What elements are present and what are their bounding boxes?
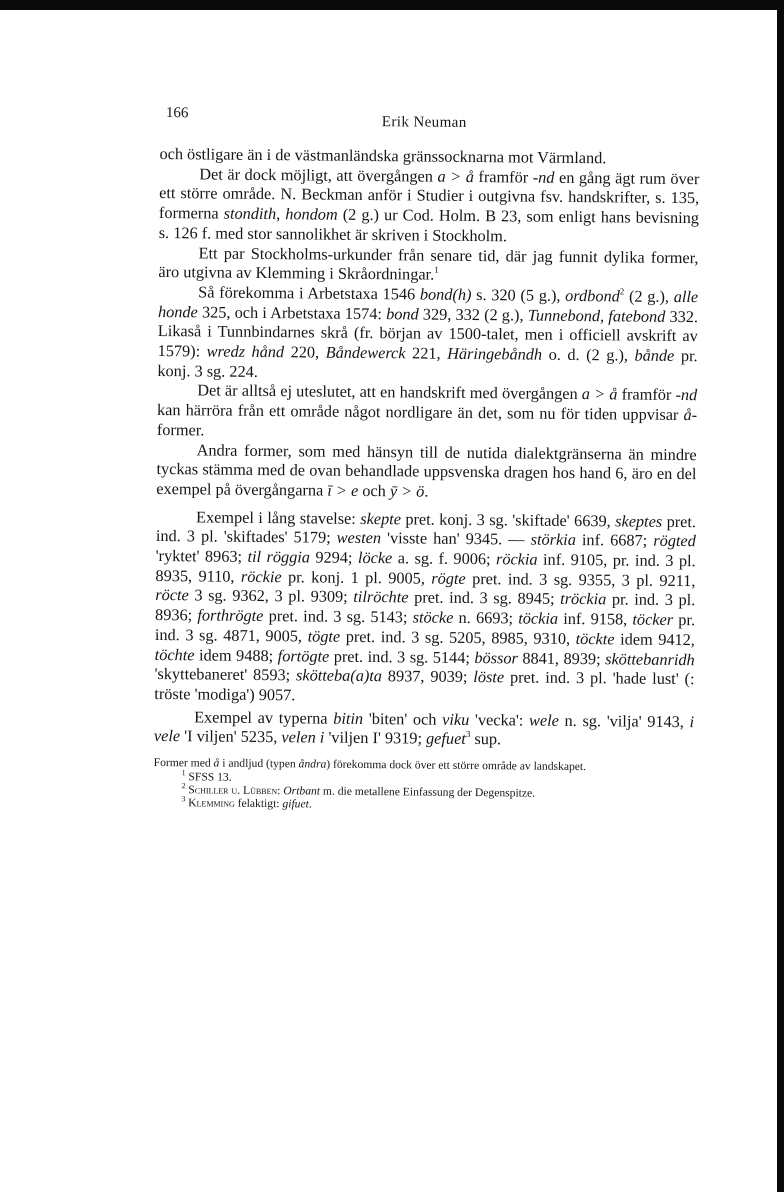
scan-frame-right [777, 0, 784, 1192]
smallcaps-run: Schiller u. Lübben [188, 783, 278, 798]
footnote-marker: 3 [465, 729, 471, 740]
text-run: o. d. (2 g.), [542, 344, 635, 365]
italic-run: ordbond [565, 285, 620, 306]
text-run: och [358, 480, 390, 501]
text-run: 'vecka': [469, 709, 530, 730]
italic-run: wele [528, 710, 559, 730]
text-run: 'skyttebaneret' 8593; [154, 664, 297, 685]
text-run: -former. [156, 405, 698, 440]
text-run: (2 g.), [624, 286, 674, 306]
text-run: . [308, 797, 312, 811]
text-run: n. 6693; [453, 608, 519, 628]
text-run: 329, 332 (2 g.), [418, 304, 528, 325]
italic-run: bössor [474, 647, 518, 668]
text-run: Former med [153, 756, 214, 770]
text-run: 220, [284, 342, 326, 362]
text-run: inf. 6687; [575, 530, 654, 551]
text-run: pret. ind. 3 pl. 'skiftades' 5179; [155, 511, 697, 548]
text-run: 'viljen I' 9319; [324, 727, 427, 748]
paragraph [157, 282, 698, 386]
italic-run: ī > e [327, 480, 359, 500]
text-run: (2 g.) ur Cod. Holm. B 23, som enligt hans bevisning s. 126 f. med stor sannolikhet är skriven i Stockholm. [158, 204, 700, 246]
text-run: 332. Likaså i Tunnbindarnes skrå (fr. början av 1500-talet, men i officiell avskrift av 1579): [157, 306, 699, 361]
italic-run: röckie [240, 566, 282, 586]
footnote-marker: 3 [181, 794, 186, 804]
scan-frame-top [0, 0, 784, 10]
italic-run: tögte [307, 626, 341, 646]
text-run: pret. ind. 3 sg. 8945; [408, 587, 561, 609]
text-run: pret. konj. 3 sg. 'skiftade' 6639, [400, 508, 616, 531]
text-run: Ett par Stockholms-urkunder från senare tid, där jag funnit dylika former, äro utgivna av Klemming i Skråordningar. [158, 242, 699, 284]
footnote-marker: 1 [181, 767, 186, 777]
text-run: Så förekomma i Arbetstaxa 1546 [198, 282, 421, 304]
italic-run: til röggia [247, 546, 311, 567]
text-run: Det är dock möjligt, att övergången [199, 164, 438, 186]
italic-run: bånde [634, 345, 675, 365]
text-run: inf. 9105, pr. ind. 3 pl. 8935, 9110, [155, 549, 696, 586]
smallcaps-run: Klemming [188, 796, 235, 811]
italic-run: tilröchte [353, 587, 409, 607]
text-run: felaktigt: [234, 797, 283, 811]
italic-run: wredz hånd [206, 341, 285, 362]
italic-run: töckia [518, 608, 559, 629]
text-run: 221, [405, 343, 448, 363]
paragraph [157, 380, 698, 444]
italic-run: i vele [153, 711, 695, 746]
italic-run: skepte [360, 508, 402, 528]
italic-run: Ortbant [283, 784, 321, 798]
text-run: pret. ind. 3 sg. 5143; [263, 606, 413, 627]
page-number: 166 [165, 105, 189, 122]
italic-run: forthrögte [197, 605, 264, 626]
text-run: pr. ind. 3 pl. 8936; [155, 589, 696, 625]
page-header [160, 105, 700, 132]
text-run: kan härröra från ett område något nordligare än det, som nu för tiden uppvisar [156, 400, 684, 425]
running-head: Erik Neuman [381, 114, 467, 131]
italic-run: westen [336, 528, 382, 548]
text-run: pr. konj. 3 sg. 224. [157, 345, 698, 381]
italic-run: a > å [581, 384, 618, 404]
italic-run: viku [442, 709, 470, 729]
text-run: 8841, 8939; [517, 648, 606, 668]
text-run: inf. 9158, [557, 609, 633, 629]
text-run: en gång ägt rum över ett större område. N. Beckman anför i Studier i outgivna fsv. handskrifter, s. 135, formerna [158, 167, 700, 223]
italic-run: töckte [575, 628, 615, 649]
book-page [153, 105, 700, 815]
italic-run: tröckia [560, 589, 607, 609]
italic-run: Tunnebond, fatebond [527, 305, 666, 326]
text-run: : [277, 784, 284, 798]
italic-run: Båndewerck [325, 342, 406, 363]
italic-run: å [213, 756, 220, 770]
text-run: 3 sg. 9362, 3 pl. 9309; [188, 585, 354, 607]
text-run: 'ryktet' 8963; [155, 546, 248, 566]
text-run: framför [473, 166, 533, 187]
italic-run: rögte [431, 568, 466, 588]
text-run: pret. ind. 3 pl. 'hade lust' (: tröste 'modiga') 9057. [154, 667, 695, 705]
text-run: och östligare än i de västmanländska gränssocknarna mot Värmland. [159, 143, 607, 168]
paragraph [156, 440, 697, 504]
italic-run: sköttebanridh [605, 648, 695, 669]
italic-run: töchte [154, 644, 195, 664]
italic-run: Häringebåndh [447, 343, 543, 364]
text-run: 'visste han' 9345. — [380, 528, 531, 549]
text-run: . [424, 481, 429, 501]
text-run: sup. [470, 729, 502, 749]
italic-run: bond(h) [419, 284, 472, 304]
italic-run: åndra [298, 757, 327, 771]
italic-run: röcte [155, 585, 189, 605]
italic-run: -nd [675, 385, 698, 405]
italic-run: bitin [333, 708, 364, 728]
text-run: framför [617, 384, 676, 405]
paragraph [154, 707, 694, 752]
italic-run: löcke [357, 547, 393, 568]
text-run: idem 9412, [614, 629, 696, 650]
text-run: Exempel av typerna [194, 707, 334, 728]
text-run: pret. ind. 3 sg. 5144; [329, 646, 475, 667]
italic-run: skeptes [615, 511, 663, 531]
text-run: pr. ind. 3 sg. 4871, 9005, [154, 610, 696, 646]
footnotes [153, 756, 693, 815]
italic-run: rögted [653, 531, 696, 551]
italic-run: bond [386, 303, 419, 324]
paragraph [158, 243, 698, 288]
italic-run: a > å [437, 166, 475, 186]
italic-run: å [683, 405, 692, 425]
footnote-marker: 2 [619, 286, 625, 297]
italic-run: stöcke [412, 607, 454, 628]
text-run: 'biten' och [363, 708, 443, 729]
text-run: Det är alltså ej uteslutet, att en handskrift med övergången [197, 380, 582, 404]
italic-run: -nd [532, 167, 555, 187]
text-run: 9294; [309, 547, 359, 567]
text-run: Andra former, som med hänsyn till de nutida dialektgränserna än mindre tyckas stämma med de ovan behandlade uppsvenska dragen hos hand 6, äro en del exempel på övergångarna [156, 439, 697, 500]
footnote-marker: 1 [434, 264, 439, 275]
text-run: 325, och i Arbetstaxa 1574: [197, 301, 387, 323]
italic-run: skötteba(a)ta [295, 665, 383, 686]
italic-run: löste [473, 667, 505, 687]
paragraph [154, 507, 696, 709]
footnote-marker: 2 [181, 781, 186, 791]
text-run: pret. ind. 3 sg. 9355, 3 pl. 9211, [465, 568, 696, 590]
text-run: i andljud (typen [219, 756, 299, 771]
italic-run: gifuet [282, 797, 309, 811]
text-run: SFSS 13. [185, 769, 232, 784]
italic-run: fortögte [277, 645, 330, 666]
text-run: pr. konj. 1 pl. 9005, [281, 566, 432, 588]
italic-run: röckia [495, 549, 538, 569]
italic-run: ȳ > ö [389, 481, 425, 501]
text-run: a. sg. f. 9006; [392, 548, 497, 569]
text-run: ) förekomma dock över ett större område av landskapet. [326, 757, 587, 774]
italic-run: stondith, hondom [223, 203, 338, 224]
text-run: n. sg. 'vilja' 9143, [558, 710, 690, 731]
text-run: pret. ind. 3 sg. 5205, 8985, 9310, [340, 626, 576, 648]
italic-run: störkia [530, 529, 576, 550]
italic-run: gefuet [425, 728, 466, 749]
text-run: idem 9488; [194, 644, 278, 665]
text-run: s. 320 (5 g.), [471, 284, 566, 305]
text-run: m. die metallene Einfassung der Degenspitze. [320, 784, 536, 800]
text-run: Exempel i lång stavelse: [195, 507, 361, 528]
italic-run: alle honde [157, 286, 699, 321]
paragraph [159, 164, 700, 248]
italic-run: velen i [281, 727, 325, 747]
body-text [154, 144, 700, 751]
text-run: 8937, 9039; [381, 666, 474, 687]
text-run: 'I viljen' 5235, [180, 726, 282, 747]
italic-run: töcker [632, 609, 674, 630]
